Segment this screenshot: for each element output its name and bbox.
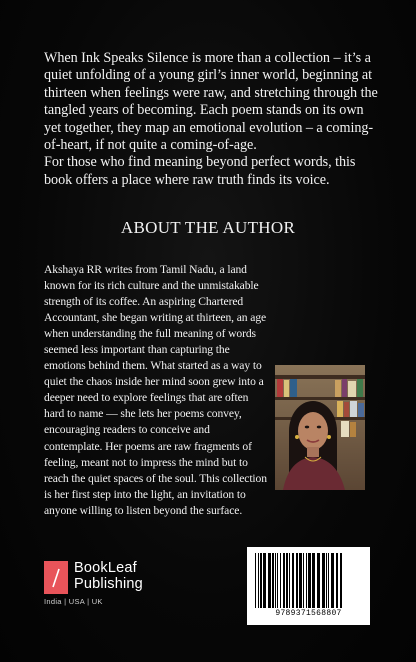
barcode-bar [286, 553, 288, 608]
publisher-name-line2: Publishing [74, 576, 143, 592]
isbn-barcode [247, 547, 370, 625]
author-bio: Akshaya RR writes from Tamil Nadu, a land known for its rich culture and the unmistakable strength of its coffee. An aspiring Chartered Accountant, she began writing at thirteen, an age when understanding the full meaning of words seemed less important than capturing the emotions behind them. What started as a way to quiet the chaos inside her mind soon grew into a deeper need to explore feelings that are often hard to name — she lets her poems convey, encouraging readers to conceive and contemplate. Her poems are raw fragments of feeling, meant not to impress the mind but to reach the quiet spaces of the soul. This collection is her first step into the light, an invitation to anyone willing to listen beyond the surface. [44, 263, 267, 517]
barcode-bar [272, 553, 274, 608]
barcode-bar [303, 553, 304, 608]
barcode-bar [306, 553, 307, 608]
isbn-number: 9789371568807 [275, 609, 342, 618]
barcode-bar [255, 553, 256, 608]
barcode-bar [275, 553, 276, 608]
book-blurb [44, 50, 384, 189]
barcode-bar [340, 553, 342, 608]
barcode-bar [277, 553, 278, 608]
barcode-bar [317, 553, 320, 608]
author-photo-image [275, 365, 365, 490]
barcode-bar [326, 553, 327, 608]
publisher-logo [44, 559, 184, 619]
blurb-paragraph: For those who find meaning beyond perfect words, this book offers a place where raw truth finds its voice. [44, 154, 356, 188]
barcode-bar [268, 553, 271, 608]
barcode-bar [260, 553, 262, 608]
barcode-bar [331, 553, 334, 608]
publisher-regions: India | USA | UK [44, 597, 103, 606]
barcode-bar [328, 553, 329, 608]
barcode-bars [253, 553, 364, 608]
barcode-bar [292, 553, 294, 608]
leaf-slash-icon [44, 561, 68, 594]
barcode-bar [312, 553, 315, 608]
barcode-bar [289, 553, 290, 608]
barcode-bar [299, 553, 302, 608]
blurb-paragraph: When Ink Speaks Silence is more than a collection – it’s a quiet unfolding of a young girl’s inner world, beginning at thirteen when feelings were raw, and stretching through the tangled years of becoming. Each poem stands on its own yet together, they map an emotional evolution – a coming-of-heart, if not quite a coming-of-age. [44, 50, 378, 154]
barcode-bar [263, 553, 266, 608]
barcode-bar [283, 553, 285, 608]
publisher-name-line1: BookLeaf [74, 560, 137, 576]
author-photo [275, 365, 365, 490]
barcode-bar [308, 553, 311, 608]
about-heading: ABOUT THE AUTHOR [120, 218, 296, 237]
barcode-bar [280, 553, 281, 608]
barcode-bar [258, 553, 259, 608]
barcode-bar [296, 553, 298, 608]
barcode-bar [336, 553, 338, 608]
barcode-bar [322, 553, 325, 608]
